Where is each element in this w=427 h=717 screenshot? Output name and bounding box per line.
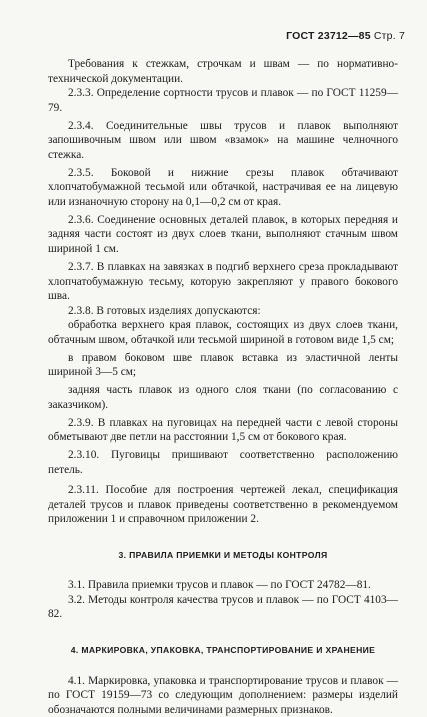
paragraph: 2.3.7. В плавках на завязках в подгиб верхнего среза прокладывают хлопчатобумажную тесьму, которую закрепляют у правого бокового шва. — [48, 260, 398, 303]
paragraph: 2.3.8. В готовых изделиях допускаются: — [68, 304, 261, 317]
section-heading: 3. ПРАВИЛА ПРИЕМКИ И МЕТОДЫ КОНТРОЛЯ — [118, 549, 328, 560]
paragraph: 3.2. Методы контроля качества трусов и плавок — по ГОСТ 4103—82. — [48, 593, 398, 621]
list-item: в правом боковом шве плавок вставка из эластичной ленты шириной 3—5 см; — [48, 351, 398, 379]
paragraph: 2.3.5. Боковой и нижние срезы плавок обтачивают хлопчатобумажной тесьмой или обтачкой, настрачивая ее на лицевую или изнаночную сторону на 0,1—0,2 см от края. — [48, 166, 398, 208]
paragraph: 2.3.3. Определение сортности трусов и плавок — по ГОСТ 11259—79. — [48, 87, 398, 114]
paragraph: 3.1. Правила приемки трусов и плавок — по ГОСТ 24782—81. — [68, 579, 371, 592]
paragraph: Требования к стежкам, строчкам и швам — по нормативно-технической документации. — [48, 58, 398, 85]
page-header — [286, 30, 405, 42]
standard-number: ГОСТ 23712—85 — [286, 30, 371, 42]
list-item: обработка верхнего края плавок, состоящих из двух слоев ткани, обтачным швом, обтачкой или тесьмой шириной в готовом виде 1,5 см; — [48, 319, 398, 346]
page-number: Стр. 7 — [373, 30, 405, 42]
document-body — [48, 57, 398, 717]
paragraph: 2.3.11. Пособие для построения чертежей лекал, спецификация деталей трусов и плавок приведены соответственно в рекомендуемом приложении 1 и справочном приложении 2. — [48, 483, 398, 526]
paragraph: 2.3.4. Соединительные швы трусов и плавок выполняют запошивочным швом или швом «взамок» на машине челночного стежка. — [48, 119, 398, 161]
list-item: задняя часть плавок из одного слоя ткани (по согласованию с заказчиком). — [48, 384, 398, 411]
section-heading: 4. МАРКИРОВКА, УПАКОВКА, ТРАНСПОРТИРОВАНИЕ И ХРАНЕНИЕ — [70, 645, 376, 656]
paragraph: 2.3.6. Соединение основных деталей плавок, в которых передняя и задняя части состоят из двух слоев ткани, выполняют стачным швом шириной 1 см. — [48, 213, 398, 256]
paragraph: 2.3.10. Пуговицы пришивают соответственно расположению петель. — [48, 449, 398, 476]
paragraph: 2.3.9. В плавках на пуговицах на передней части с левой стороны обметывают две петли на расстоянии 1,5 см от бокового края. — [48, 416, 398, 444]
paragraph: 4.1. Маркировка, упаковка и транспортирование трусов и плавок — по ГОСТ 19159—73 со следующим дополнением: размеры изделий обозначаются полными величинами размерных признаков. — [48, 674, 398, 716]
